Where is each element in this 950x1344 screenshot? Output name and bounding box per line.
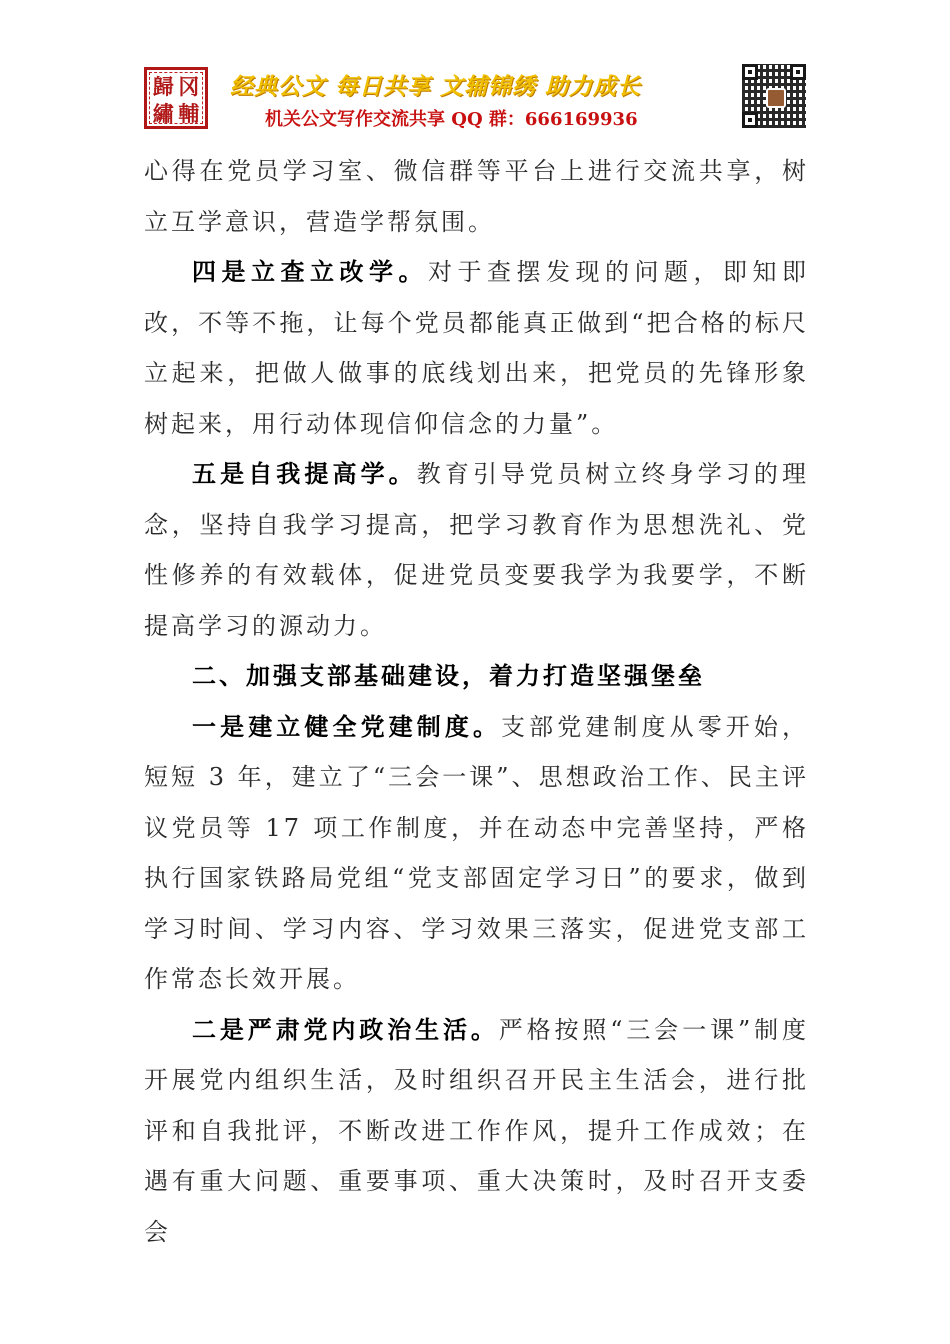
paragraph <box>144 702 809 1005</box>
paragraph-text: 对于查摆发现的问题，即知即改，不等不拖，让每个党员都能真正做到“把合格的标尺立起来，把做人做事的底线划出来，把党员的先锋形象树起来，用行动体现信仰信念的力量”。 <box>144 258 809 438</box>
seal-char: 冈 <box>178 74 200 99</box>
paragraph-text: 支部党建制度从零开始，短短 3 年，建立了“三会一课”、思想政治工作、民主评议党员等 17 项工作制度，并在动态中完善坚持，严格执行国家铁路局党组“党支部固定学习日”的要求，做到学习时间、学习内容、学习效果三落实，促进党支部工作常态长效开展。 <box>144 712 809 993</box>
logo-seal <box>144 67 208 129</box>
paragraph-text: 心得在党员学习室、微信群等平台上进行交流共享，树立互学意识，营造学帮氛围。 <box>144 157 809 236</box>
paragraph-lead: 五是自我提高学。 <box>192 459 417 488</box>
seal-char: 歸 <box>152 74 174 99</box>
qr-code-icon <box>742 64 806 128</box>
header-slogan: 经典公文 每日共享 文辅锦绣 助力成长 <box>230 74 642 100</box>
paragraph <box>144 247 809 449</box>
header-qq-group: 机关公文写作交流共享 QQ 群：666169936 <box>265 109 638 130</box>
paragraph-lead: 四是立查立改学。 <box>192 257 428 286</box>
paragraph-text: 教育引导党员树立终身学习的理念，坚持自我学习提高，把学习教育作为思想洗礼、党性修养的有效载体，促进党员变要我学为我要学，不断提高学习的源动力。 <box>144 460 810 640</box>
paragraph-lead: 二是严肃党内政治生活。 <box>192 1014 499 1044</box>
page-header <box>140 62 810 134</box>
paragraph <box>144 1005 809 1258</box>
paragraph-text: 严格按照“三会一课”制度开展党内组织生活，及时组织召开民主生活会，进行批评和自我批评，不断改进工作作风，提升工作成效；在遇有重大问题、重要事项、重大决策时，及时召开支委会 <box>144 1015 809 1246</box>
seal-char: 輔 <box>178 101 200 126</box>
document-body <box>144 146 809 1257</box>
section-heading <box>144 651 809 702</box>
section-heading-text: 二、加强支部基础建设，着力打造坚强堡垒 <box>192 661 705 690</box>
seal-char: 繡 <box>152 101 174 126</box>
paragraph-lead: 一是建立健全党建制度。 <box>192 711 502 741</box>
paragraph <box>144 449 809 651</box>
paragraph <box>144 146 809 247</box>
